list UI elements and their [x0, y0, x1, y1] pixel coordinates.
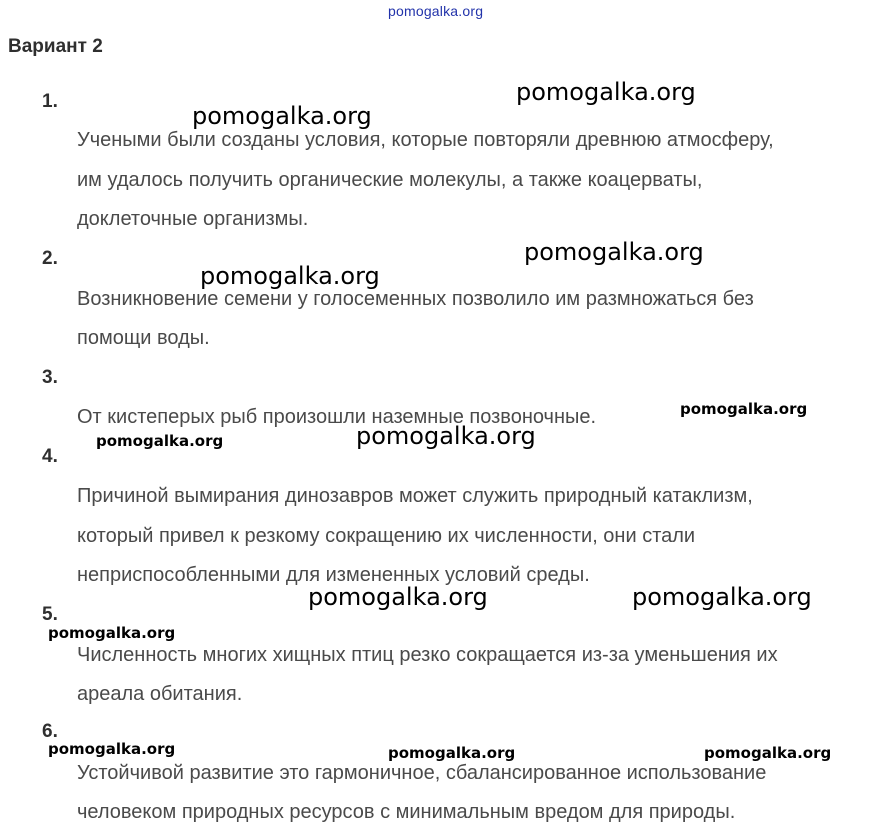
item-3-line-1: От кистеперых рыб произошли наземные позвоночные.: [77, 406, 597, 428]
watermark: pomogalka.org: [308, 583, 488, 611]
watermark: pomogalka.org: [48, 740, 176, 758]
item-1-line-3: доклеточные организмы.: [77, 208, 309, 230]
item-2-line-1: Возникновение семени у голосеменных позволило им размножаться без: [77, 288, 754, 310]
item-1-line-2: им удалось получить органические молекулы, а также коацерваты,: [77, 169, 703, 191]
item-number-1: 1.: [42, 91, 58, 112]
item-5-line-2: ареала обитания.: [77, 683, 243, 705]
watermark: pomogalka.org: [516, 78, 696, 106]
watermark: pomogalka.org: [96, 432, 224, 450]
watermark: pomogalka.org: [388, 744, 516, 762]
item-6-line-2: человеком природных ресурсов с минимальным вредом для природы.: [77, 801, 736, 823]
item-4-line-1: Причиной вымирания динозавров может служить природный катаклизм,: [77, 485, 753, 507]
watermark: pomogalka.org: [356, 422, 536, 450]
item-2-line-2: помощи воды.: [77, 327, 210, 349]
watermark-top: pomogalka.org: [388, 3, 484, 19]
item-number-4: 4.: [42, 446, 58, 467]
watermark: pomogalka.org: [200, 262, 380, 290]
watermark: pomogalka.org: [632, 583, 812, 611]
page-title: Вариант 2: [8, 36, 103, 57]
item-5-line-1: Численность многих хищных птиц резко сокращается из-за уменьшения их: [77, 644, 778, 666]
item-4-line-2: который привел к резкому сокращению их численности, они стали: [77, 525, 696, 547]
item-4-line-3: неприспособленными для измененных условий среды.: [77, 564, 590, 586]
item-1-line-1: Учеными были созданы условия, которые повторяли древнюю атмосферу,: [77, 129, 774, 151]
watermark: pomogalka.org: [680, 400, 808, 418]
watermark: pomogalka.org: [48, 624, 176, 642]
watermark: pomogalka.org: [192, 102, 372, 130]
item-6-line-1: Устойчивой развитие это гармоничное, сбалансированное использование: [77, 762, 767, 784]
item-number-3: 3.: [42, 367, 58, 388]
item-number-5: 5.: [42, 604, 58, 625]
watermark: pomogalka.org: [704, 744, 832, 762]
item-number-6: 6.: [42, 721, 58, 742]
item-number-2: 2.: [42, 248, 58, 269]
watermark: pomogalka.org: [524, 238, 704, 266]
